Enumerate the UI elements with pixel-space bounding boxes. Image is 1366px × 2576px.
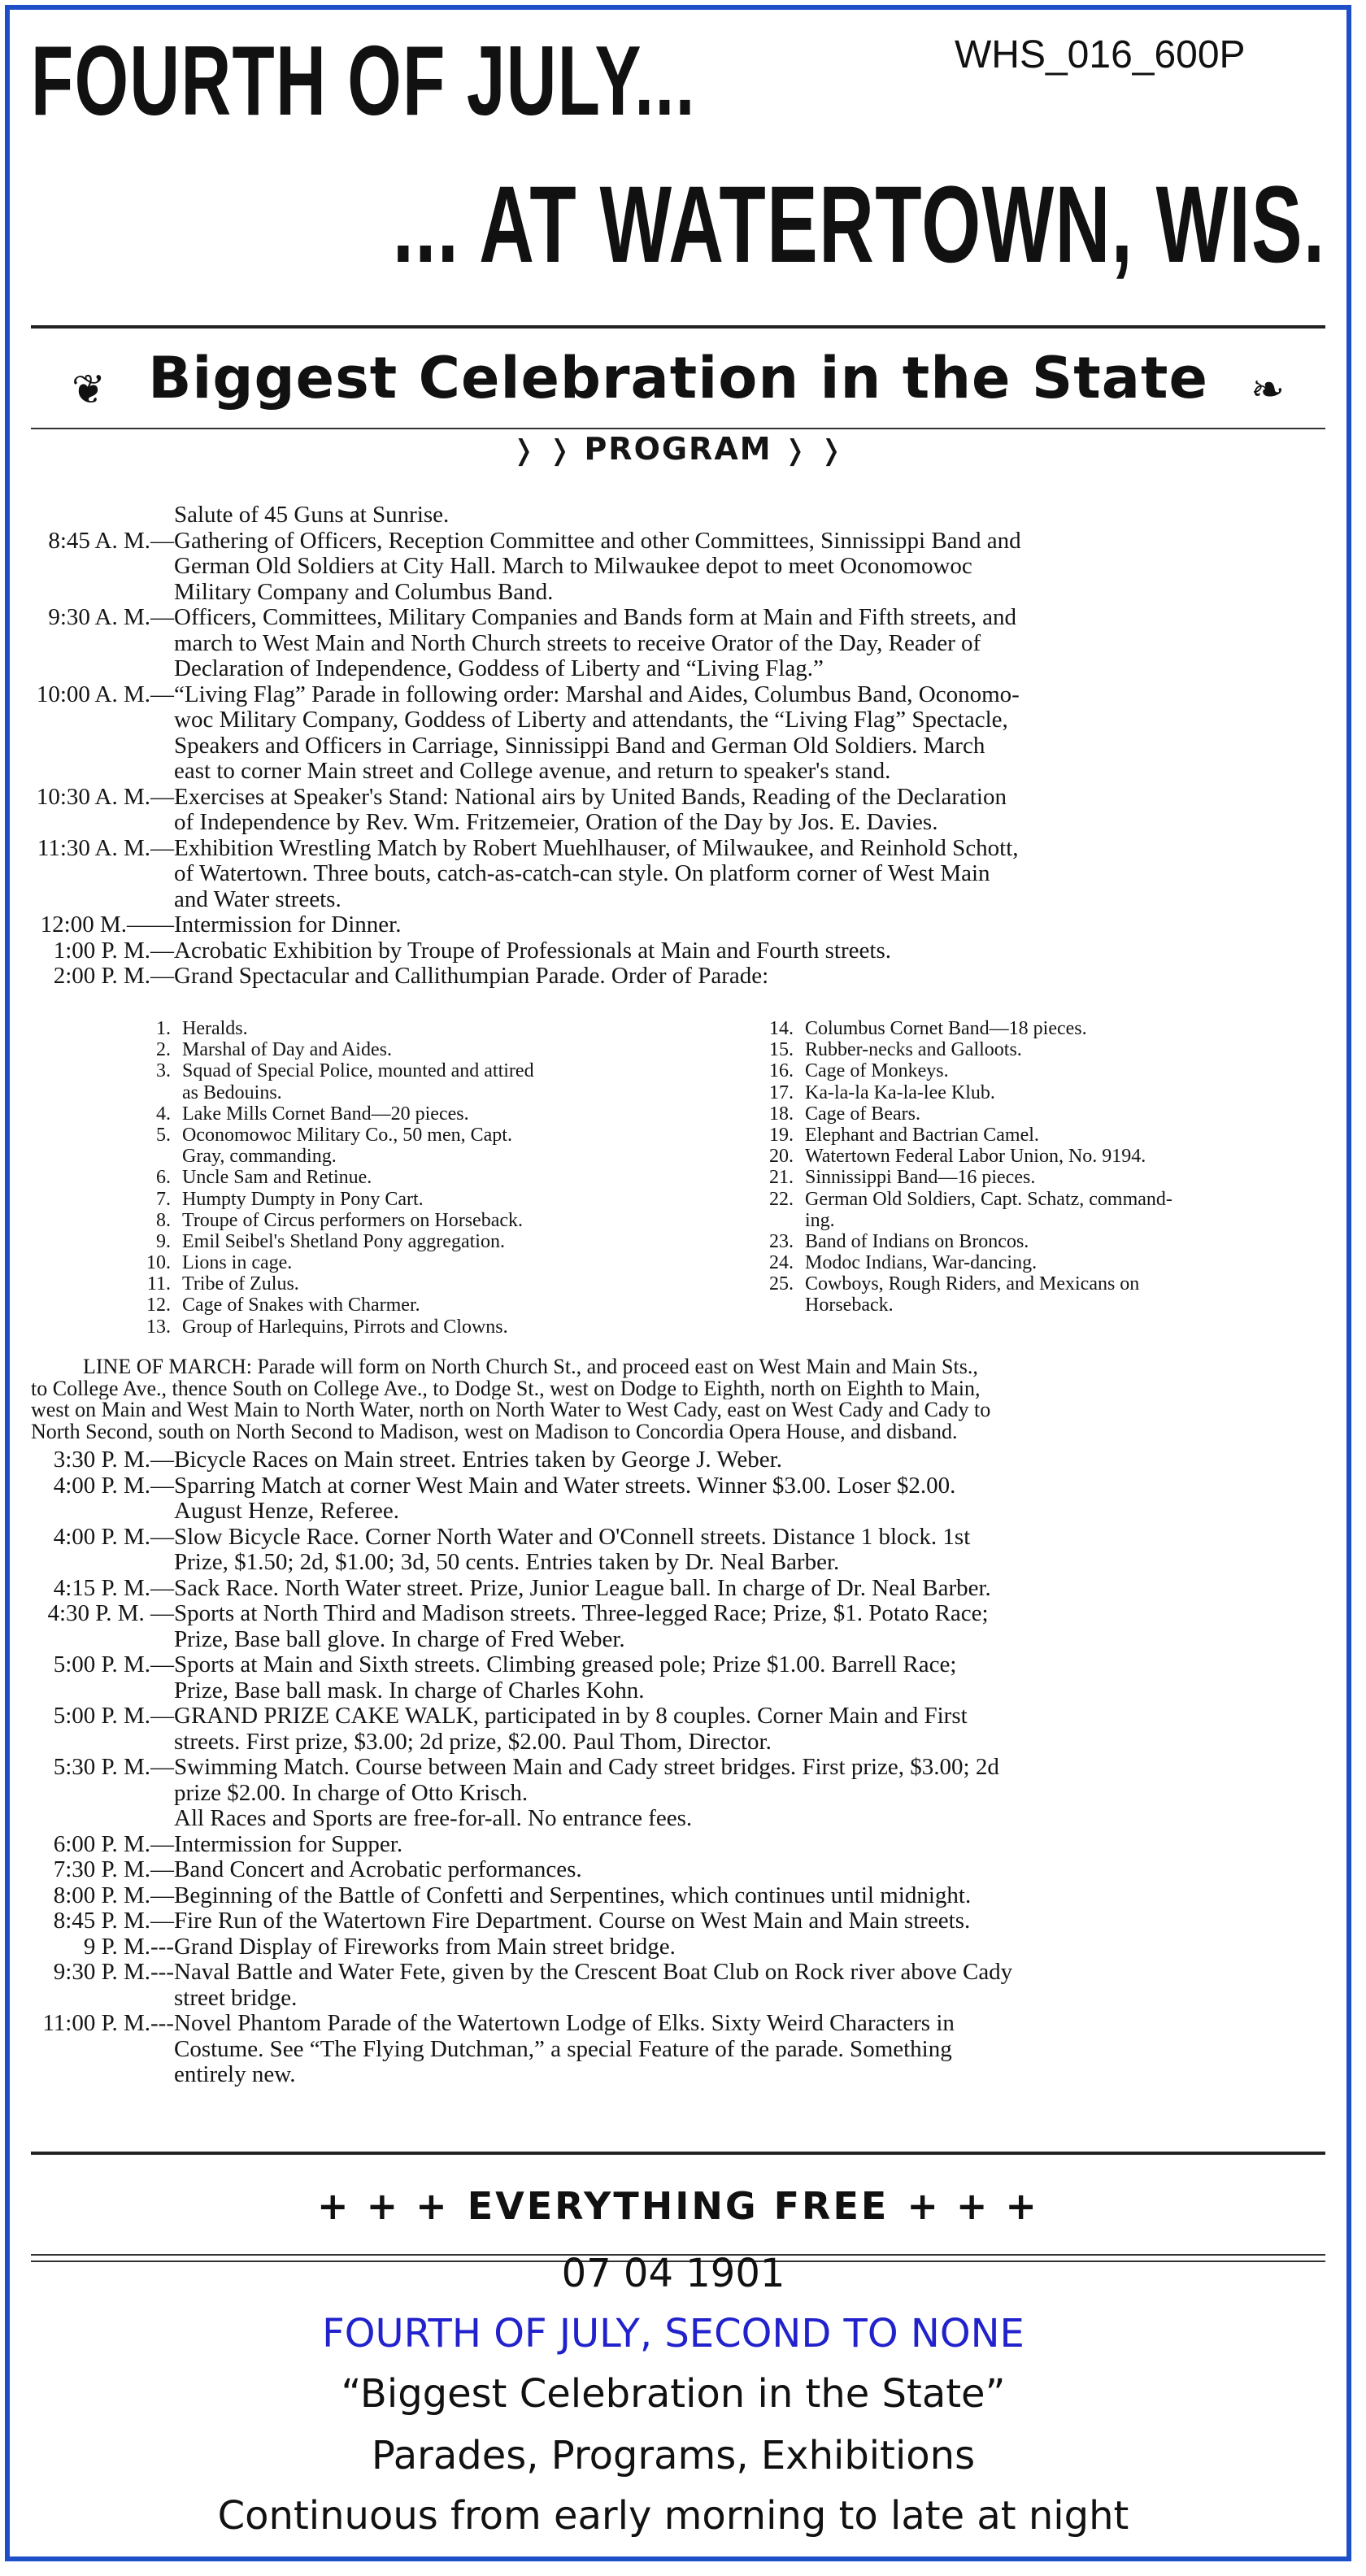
- schedule-text: GRAND PRIZE CAKE WALK, participated in by 8 couples. Corner Main and First: [174, 1704, 968, 1729]
- parade-item-text: Sinnissippi Band—16 pieces.: [805, 1167, 1036, 1189]
- schedule-line: [31, 1576, 1325, 1602]
- parade-item-text: Group of Harlequins, Pirrots and Clowns.: [182, 1316, 508, 1338]
- parade-item-text: Cage of Monkeys.: [805, 1060, 949, 1082]
- line-of-march-line: west on Main and West Main to North Water, north on North Water to West Cady, east on West Cady and Cady to: [31, 1399, 991, 1421]
- parade-item-text: Band of Indians on Broncos.: [805, 1230, 1029, 1252]
- parade-item-number: 18.: [769, 1103, 794, 1125]
- parade-item: [120, 1189, 722, 1210]
- schedule-line: [31, 1550, 1325, 1576]
- schedule-text: of Watertown. Three bouts, catch-as-catch-can style. On platform corner of West Main: [174, 861, 990, 886]
- banner: [31, 327, 1325, 426]
- parade-item-text: Horseback.: [805, 1295, 894, 1316]
- parade-item-number: 23.: [769, 1230, 794, 1252]
- parade-item: [743, 1060, 1345, 1081]
- schedule-text: Slow Bicycle Race. Corner North Water and O'Connell streets. Distance 1 block. 1st: [174, 1524, 971, 1550]
- schedule-line: [31, 1447, 1325, 1473]
- schedule-text: Costume. See “The Flying Dutchman,” a special Feature of the parade. Something: [174, 2036, 952, 2062]
- catalog-code: WHS_016_600P: [955, 33, 1246, 76]
- schedule-text: Officers, Committees, Military Companies and Bands form at Main and Fifth streets, and: [174, 605, 1017, 630]
- schedule-text: Bicycle Races on Main street. Entries taken by George J. Weber.: [174, 1447, 782, 1473]
- schedule-text: Prize, $1.50; 2d, $1.00; 3d, 50 cents. Entries taken by Dr. Neal Barber.: [174, 1550, 840, 1575]
- parade-item-text: Lions in cage.: [182, 1252, 293, 1274]
- parade-item-text: as Bedouins.: [182, 1081, 282, 1103]
- parade-item: [120, 1273, 722, 1295]
- parade-column-left: [120, 1018, 722, 1338]
- program-heading: ❭ ❭ PROGRAM ❭ ❭: [511, 431, 845, 467]
- parade-item: [743, 1018, 1345, 1039]
- schedule-line: [31, 1704, 1325, 1730]
- schedule-text: Exhibition Wrestling Match by Robert Muehlhauser, of Milwaukee, and Reinhold Schott,: [174, 835, 1019, 861]
- schedule-line: [31, 1473, 1325, 1499]
- parade-item-number: 11.: [146, 1273, 171, 1295]
- schedule-text: of Independence by Rev. Wm. Fritzemeier, Oration of the Day by Jos. E. Davies.: [174, 810, 938, 835]
- schedule-time: 9:30 A. M.—: [48, 605, 174, 630]
- ornament-icon: ❭ ❭: [783, 434, 845, 467]
- parade-item-number: 6.: [156, 1167, 171, 1189]
- parade-item-text: Ka-la-la Ka-la-lee Klub.: [805, 1081, 995, 1103]
- schedule-line: [31, 1499, 1325, 1525]
- schedule-text: east to corner Main street and College avenue, and return to speaker's stand.: [174, 759, 891, 784]
- line-of-march: [31, 1356, 1325, 1442]
- parade-item-number: 4.: [156, 1103, 171, 1125]
- schedule-line: [31, 631, 1325, 657]
- parade-item: [120, 1167, 722, 1188]
- parade-item-text: Marshal of Day and Aides.: [182, 1039, 392, 1061]
- schedule-text: Grand Display of Fireworks from Main street bridge.: [174, 1934, 676, 1960]
- schedule-text: Band Concert and Acrobatic performances.: [174, 1857, 582, 1882]
- parade-item-text: Lake Mills Cornet Band—20 pieces.: [182, 1103, 469, 1125]
- parade-item-text: Oconomowoc Military Co., 50 men, Capt.: [182, 1124, 512, 1146]
- schedule-line: [31, 861, 1325, 887]
- parade-item-number: 1.: [156, 1018, 171, 1039]
- schedule-time: 12:00 M.——: [40, 912, 174, 938]
- schedule-text: Intermission for Dinner.: [174, 912, 402, 938]
- schedule-line: [31, 1806, 1325, 1832]
- schedule-time: 6:00 P. M.—: [53, 1831, 174, 1857]
- parade-item: [120, 1018, 722, 1039]
- schedule-line: [31, 707, 1325, 733]
- schedule-line: [31, 503, 1325, 529]
- afternoon-schedule: [31, 1447, 1325, 2088]
- schedule-line: [31, 2062, 1325, 2088]
- schedule-text: German Old Soldiers at City Hall. March to Milwaukee depot to meet Oconomowoc: [174, 554, 972, 579]
- parade-item-text: Cage of Snakes with Charmer.: [182, 1295, 420, 1316]
- schedule-line: [31, 912, 1325, 938]
- line-of-march-line: to College Ave., thence South on College Ave., to Dodge St., west on Dodge to Eighth, north on Eighth to Main,: [31, 1377, 981, 1399]
- schedule-time: 5:00 P. M.—: [53, 1704, 174, 1729]
- parade-item-number: 25.: [769, 1273, 794, 1295]
- line-of-march-line: LINE OF MARCH: Parade will form on North Church St., and proceed east on West Main and Main Sts.,: [83, 1356, 978, 1378]
- schedule-line: [31, 1652, 1325, 1678]
- schedule-time: 4:15 P. M.—: [53, 1575, 174, 1601]
- parade-column-right: [743, 1018, 1345, 1316]
- parade-item: [120, 1146, 722, 1167]
- parade-item: [120, 1082, 722, 1103]
- banner-text: Biggest Celebration in the State: [148, 345, 1208, 411]
- schedule-line: [31, 1601, 1325, 1627]
- schedule-text: August Henze, Referee.: [174, 1499, 399, 1524]
- schedule-text: Sports at North Third and Madison streets. Three-legged Race; Prize, $1. Potato Race;: [174, 1601, 989, 1626]
- parade-item-number: 20.: [769, 1146, 794, 1168]
- schedule-text: All Races and Sports are free-for-all. No entrance fees.: [174, 1806, 693, 1831]
- parade-item-text: Elephant and Bactrian Camel.: [805, 1124, 1039, 1146]
- schedule-line: [31, 1960, 1325, 1986]
- schedule-line: [31, 1755, 1325, 1781]
- schedule-line: [31, 1857, 1325, 1883]
- schedule-line: [31, 605, 1325, 631]
- schedule-line: [31, 733, 1325, 759]
- schedule-time: 8:00 P. M.—: [53, 1882, 174, 1908]
- footer-banner: + + + EVERYTHING FREE + + +: [317, 2184, 1039, 2228]
- schedule-line: [31, 785, 1325, 811]
- schedule-line: [31, 1730, 1325, 1756]
- schedule-time: 8:45 A. M.—: [48, 528, 174, 554]
- ornament-icon: ❭ ❭: [511, 434, 573, 467]
- schedule-line: [31, 938, 1325, 964]
- parade-item: [120, 1210, 722, 1231]
- schedule-time: 3:30 P. M.—: [53, 1447, 174, 1473]
- headline-line-1: FOURTH OF JULY...: [31, 25, 696, 136]
- schedule-line: [31, 1678, 1325, 1704]
- schedule-time: 4:00 P. M.—: [53, 1524, 174, 1550]
- schedule-line: [31, 2037, 1325, 2063]
- parade-item-number: 17.: [769, 1081, 794, 1103]
- parade-item-number: 3.: [156, 1060, 171, 1082]
- schedule-text: march to West Main and North Church streets to receive Orator of the Day, Reader of: [174, 630, 981, 656]
- schedule-text: Naval Battle and Water Fete, given by the Crescent Boat Club on Rock river above Cady: [174, 1960, 1013, 1985]
- schedule-line: [31, 1986, 1325, 2012]
- parade-item-text: Rubber-necks and Galloots.: [805, 1039, 1022, 1061]
- schedule-time: 9 P. M.---: [83, 1934, 174, 1960]
- schedule-time: 7:30 P. M.—: [53, 1857, 174, 1882]
- schedule-text: Grand Spectacular and Callithumpian Parade. Order of Parade:: [174, 964, 769, 989]
- parade-item-text: Troupe of Circus performers on Horseback.: [182, 1209, 524, 1231]
- schedule-text: streets. First prize, $3.00; 2d prize, $2.00. Paul Thom, Director.: [174, 1729, 772, 1755]
- parade-item-number: 12.: [146, 1295, 171, 1316]
- parade-item: [743, 1252, 1345, 1273]
- rule-under-banner: [31, 428, 1325, 429]
- schedule-text: Sparring Match at corner West Main and Water streets. Winner $3.00. Loser $2.00.: [174, 1473, 956, 1499]
- parade-item: [743, 1231, 1345, 1252]
- schedule-line: [31, 554, 1325, 580]
- schedule-text: street bridge.: [174, 1985, 298, 2011]
- parade-item-text: Gray, commanding.: [182, 1146, 337, 1168]
- schedule-time: 5:00 P. M.—: [53, 1652, 174, 1677]
- schedule-text: “Living Flag” Parade in following order: Marshal and Aides, Columbus Band, Oconomo-: [174, 681, 1020, 707]
- schedule-text: Sack Race. North Water street. Prize, Junior League ball. In charge of Dr. Neal Barber.: [174, 1575, 991, 1601]
- parade-item-number: 8.: [156, 1209, 171, 1231]
- schedule-text: Beginning of the Battle of Confetti and Serpentines, which continues until midnight.: [174, 1882, 972, 1908]
- parade-item-text: Watertown Federal Labor Union, No. 9194.: [805, 1146, 1146, 1168]
- schedule-line: [31, 759, 1325, 785]
- parade-item: [120, 1231, 722, 1252]
- parade-item-text: German Old Soldiers, Capt. Schatz, command-: [805, 1188, 1172, 1210]
- parade-item-text: Modoc Indians, War-dancing.: [805, 1252, 1038, 1274]
- schedule-line: [31, 1832, 1325, 1858]
- schedule-line: [31, 1627, 1325, 1653]
- schedule-time: 4:00 P. M.—: [53, 1473, 174, 1499]
- schedule-time: 5:30 P. M.—: [53, 1755, 174, 1780]
- parade-item: [120, 1060, 722, 1081]
- parade-item-text: Humpty Dumpty in Pony Cart.: [182, 1188, 424, 1210]
- parade-item-text: Cage of Bears.: [805, 1103, 920, 1125]
- headline-line-2: ... AT WATERTOWN, WIS.: [392, 164, 1325, 285]
- parade-item-text: Cowboys, Rough Riders, and Mexicans on: [805, 1273, 1140, 1295]
- schedule-time: 11:00 P. M.---: [42, 2011, 174, 2036]
- parade-item: [120, 1103, 722, 1125]
- line-of-march-line: North Second, south on North Second to Madison, west on Madison to Concordia Opera House, and disband.: [31, 1421, 958, 1442]
- schedule-line: [31, 656, 1325, 682]
- schedule-time: 10:30 A. M.—: [36, 784, 174, 810]
- schedule-text: entirely new.: [174, 2062, 296, 2087]
- parade-item: [743, 1167, 1345, 1188]
- schedule-time: 10:00 A. M.—: [36, 681, 174, 707]
- schedule-text: Salute of 45 Guns at Sunrise.: [174, 503, 450, 528]
- caption-line-2: Parades, Programs, Exhibitions: [371, 2433, 976, 2478]
- schedule-text: Sports at Main and Sixth streets. Climbing greased pole; Prize $1.00. Barrell Race;: [174, 1652, 957, 1677]
- schedule-text: Military Company and Columbus Band.: [174, 579, 554, 605]
- schedule-text: Acrobatic Exhibition by Troupe of Professionals at Main and Fourth streets.: [174, 938, 891, 964]
- parade-item-number: 19.: [769, 1124, 794, 1146]
- schedule-text: Gathering of Officers, Reception Committee and other Committees, Sinnissippi Band and: [174, 528, 1021, 554]
- parade-item-number: 7.: [156, 1188, 171, 1210]
- schedule-line: [31, 1934, 1325, 1960]
- schedule-line: [31, 2011, 1325, 2037]
- parade-item-number: 15.: [769, 1039, 794, 1061]
- schedule-line: [31, 964, 1325, 990]
- parade-item: [743, 1273, 1345, 1295]
- schedule-line: [31, 1908, 1325, 1934]
- parade-item-text: Columbus Cornet Band—18 pieces.: [805, 1018, 1087, 1039]
- schedule-text: Fire Run of the Watertown Fire Department. Course on West Main and Main streets.: [174, 1908, 971, 1934]
- parade-item-number: 5.: [156, 1124, 171, 1146]
- schedule-line: [31, 836, 1325, 862]
- parade-item-number: 22.: [769, 1188, 794, 1210]
- schedule-text: Declaration of Independence, Goddess of Liberty and “Living Flag.”: [174, 656, 824, 681]
- schedule-text: Speakers and Officers in Carriage, Sinnissippi Band and German Old Soldiers. March: [174, 733, 985, 759]
- caption-date: 07 04 1901: [561, 2251, 785, 2296]
- schedule-text: Prize, Base ball glove. In charge of Fred Weber.: [174, 1626, 625, 1652]
- schedule-line: [31, 529, 1325, 555]
- parade-item-number: 13.: [146, 1316, 171, 1338]
- schedule-line: [31, 810, 1325, 836]
- parade-item: [120, 1295, 722, 1316]
- cross-icon: + + +: [317, 2184, 450, 2228]
- rule-footer-top: [31, 2152, 1325, 2155]
- parade-item-text: Tribe of Zulus.: [182, 1273, 299, 1295]
- schedule-text: woc Military Company, Goddess of Liberty and attendants, the “Living Flag” Spectacle,: [174, 707, 1008, 733]
- parade-item: [120, 1316, 722, 1338]
- schedule-text: Exercises at Speaker's Stand: National airs by United Bands, Reading of the Declaration: [174, 784, 1007, 810]
- schedule-line: [31, 1781, 1325, 1807]
- parade-item: [743, 1146, 1345, 1167]
- leaf-ornament-icon: ❧: [1251, 367, 1285, 412]
- caption-line-3: Continuous from early morning to late at night: [217, 2493, 1129, 2539]
- schedule-time: 2:00 P. M.—: [53, 964, 174, 989]
- parade-item-number: 9.: [156, 1230, 171, 1252]
- schedule-time: 9:30 P. M.---: [53, 1960, 174, 1985]
- parade-item-number: 10.: [146, 1252, 171, 1274]
- parade-item: [120, 1125, 722, 1146]
- parade-item: [743, 1125, 1345, 1146]
- caption-headline: FOURTH OF JULY, SECOND TO NONE: [322, 2311, 1024, 2356]
- schedule-time: 4:30 P. M. —: [47, 1601, 174, 1626]
- parade-item: [743, 1082, 1345, 1103]
- parade-item: [120, 1039, 722, 1060]
- parade-item: [743, 1039, 1345, 1060]
- leaf-ornament-icon: ❦: [72, 367, 106, 412]
- schedule-line: [31, 682, 1325, 708]
- morning-schedule: [31, 503, 1325, 990]
- schedule-line: [31, 1883, 1325, 1909]
- schedule-text: Swimming Match. Course between Main and Cady street bridges. First prize, $3.00; 2d: [174, 1755, 999, 1780]
- schedule-line: [31, 887, 1325, 913]
- parade-item-text: Heralds.: [182, 1018, 248, 1039]
- schedule-time: 1:00 P. M.—: [53, 938, 174, 964]
- schedule-time: 8:45 P. M.—: [53, 1908, 174, 1934]
- schedule-text: and Water streets.: [174, 886, 342, 912]
- parade-item: [743, 1189, 1345, 1210]
- schedule-text: Novel Phantom Parade of the Watertown Lodge of Elks. Sixty Weird Characters in: [174, 2011, 955, 2036]
- schedule-text: prize $2.00. In charge of Otto Krisch.: [174, 1780, 529, 1806]
- parade-item-number: 2.: [156, 1039, 171, 1061]
- parade-item-text: ing.: [805, 1209, 835, 1231]
- schedule-line: [31, 580, 1325, 606]
- parade-item-text: Squad of Special Police, mounted and attired: [182, 1060, 534, 1082]
- caption-line-1: “Biggest Celebration in the State”: [341, 2371, 1006, 2417]
- parade-item-number: 21.: [769, 1167, 794, 1189]
- parade-item-text: Uncle Sam and Retinue.: [182, 1167, 372, 1189]
- cross-icon: + + +: [907, 2184, 1039, 2228]
- schedule-time: 11:30 A. M.—: [37, 835, 174, 861]
- parade-item: [743, 1103, 1345, 1125]
- parade-item: [120, 1252, 722, 1273]
- parade-item-number: 16.: [769, 1060, 794, 1082]
- schedule-text: Prize, Base ball mask. In charge of Charles Kohn.: [174, 1677, 645, 1704]
- parade-item-number: 24.: [769, 1252, 794, 1274]
- order-of-parade: [31, 1018, 1325, 1343]
- parade-item-number: 14.: [769, 1018, 794, 1039]
- schedule-text: Intermission for Supper.: [174, 1831, 403, 1857]
- parade-item-text: Emil Seibel's Shetland Pony aggregation.: [182, 1230, 505, 1252]
- parade-item: [743, 1295, 1345, 1316]
- parade-item: [743, 1210, 1345, 1231]
- schedule-line: [31, 1525, 1325, 1551]
